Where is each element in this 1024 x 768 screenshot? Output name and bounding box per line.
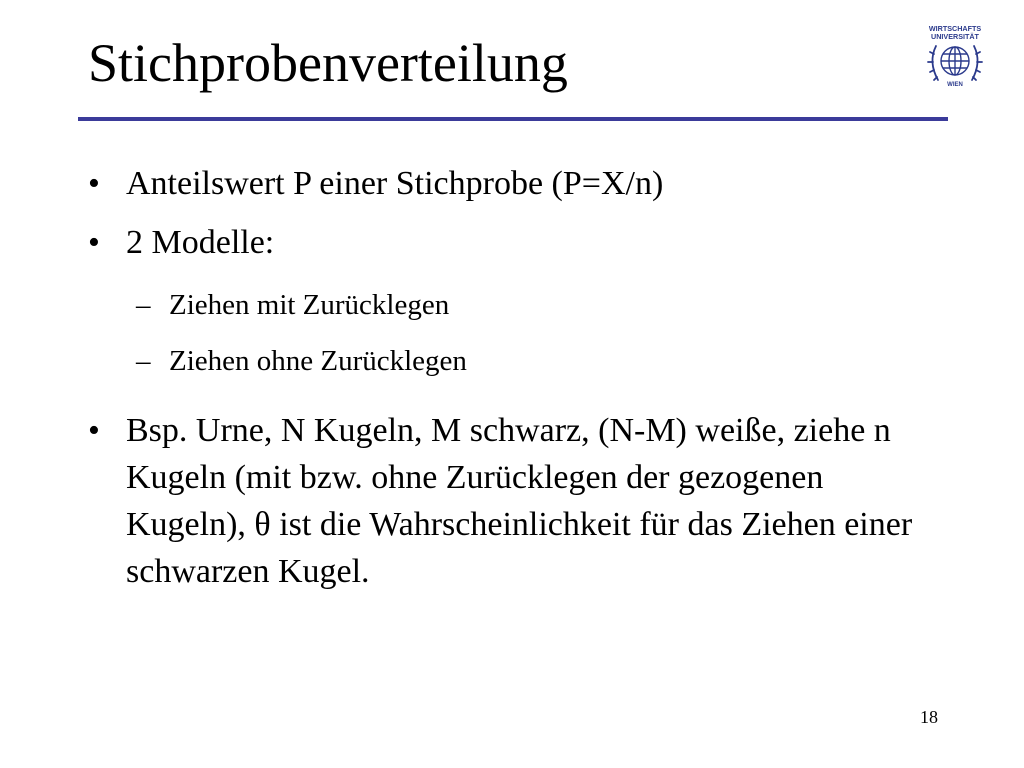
sub-bullet-text: Ziehen ohne Zurücklegen <box>169 345 467 377</box>
bullet-text: Bsp. Urne, N Kugeln, M schwarz, (N-M) weiße, ziehe n Kugeln (mit bzw. ohne Zurücklegen der gezogenen Kugeln), θ ist die Wahrscheinlichkeit für das Ziehen einer schwarzen Kugel. <box>126 412 913 590</box>
logo-text-line2: UNIVERSITÄT <box>931 32 979 41</box>
bullet-marker: • <box>88 224 100 261</box>
bullet-text: 2 Modelle: <box>126 224 275 261</box>
logo-text-line3: WIEN <box>947 82 963 88</box>
globe-icon <box>941 47 969 75</box>
sub-bullet-text: Ziehen mit Zurücklegen <box>169 289 450 321</box>
page-number: 18 <box>920 707 938 727</box>
bullet-marker: • <box>88 412 100 449</box>
bullet-text: Anteilswert P einer Stichprobe (P=X/n) <box>126 165 664 202</box>
bullet-marker: • <box>88 165 100 202</box>
university-logo <box>920 22 990 92</box>
sub-bullet-marker: – <box>136 345 151 377</box>
title-underline <box>78 117 948 121</box>
logo-text-line1: WIRTSCHAFTS <box>928 24 982 33</box>
slide-title: Stichprobenverteilung <box>88 33 568 93</box>
sub-bullet-marker: – <box>136 289 151 321</box>
